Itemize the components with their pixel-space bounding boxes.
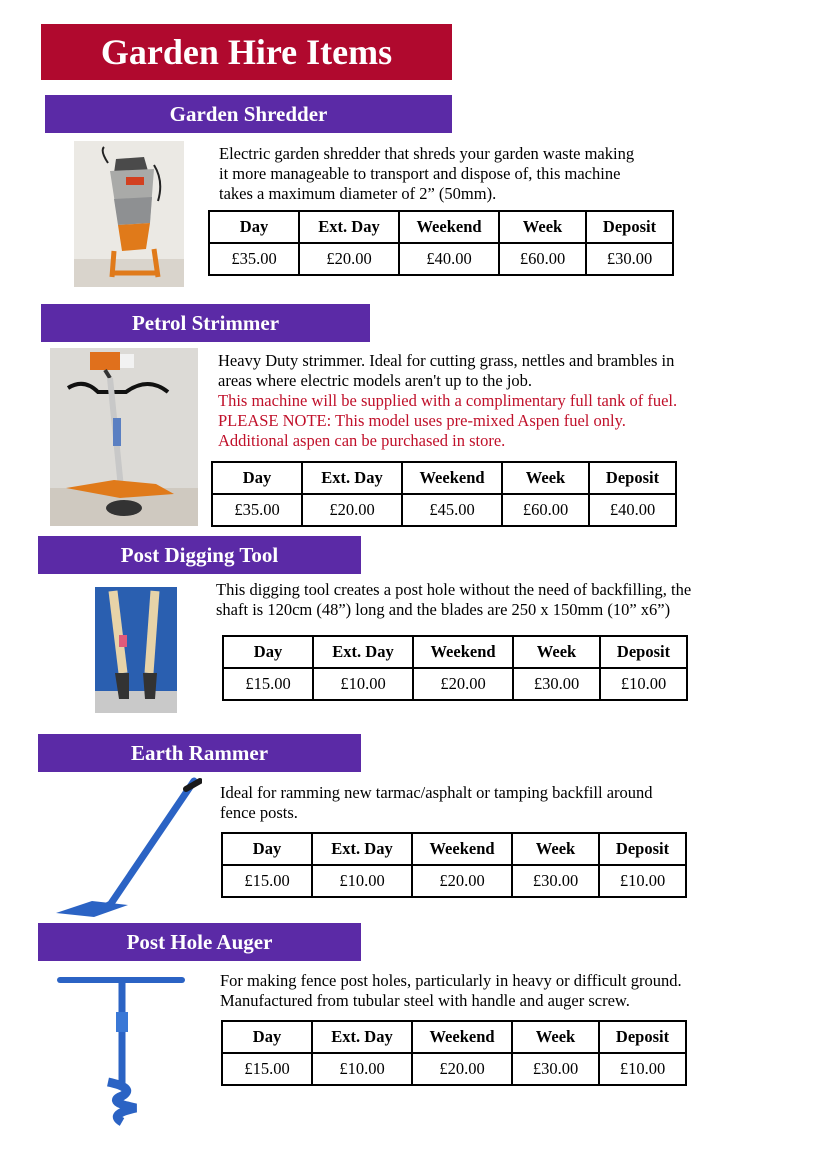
price-deposit: £10.00 [600,668,687,700]
garden-shredder-description [219,144,634,204]
price-day: £35.00 [212,494,302,526]
price-day: £15.00 [223,668,313,700]
col-header-week: Week [512,833,599,865]
col-header-ext-day: Ext. Day [302,462,402,494]
petrol-strimmer-price-table [211,461,677,527]
price-ext-day: £10.00 [312,1053,412,1085]
price-deposit: £10.00 [599,1053,686,1085]
section-heading-petrol-strimmer: Petrol Strimmer [41,304,370,342]
price-table-row [209,243,673,275]
garden-shredder-price-table [208,210,674,276]
col-header-deposit: Deposit [599,833,686,865]
col-header-day: Day [223,636,313,668]
price-day: £35.00 [209,243,299,275]
post-digging-tool-price-table [222,635,688,701]
price-ext-day: £20.00 [299,243,399,275]
section-heading-post-digging-tool: Post Digging Tool [38,536,361,574]
col-header-deposit: Deposit [599,1021,686,1053]
price-table-header-row [212,462,676,494]
garden-shredder-photo [74,141,184,287]
price-table-header-row [222,833,686,865]
section-heading-garden-shredder: Garden Shredder [45,95,452,133]
post-digging-tool-photo [95,587,177,713]
note-line: PLEASE NOTE: This model uses pre-mixed Aspen fuel only. [218,411,626,430]
post-hole-auger-description [220,971,682,1011]
col-header-ext-day: Ext. Day [313,636,413,668]
price-weekend: £20.00 [412,865,512,897]
earth-rammer-photo [52,777,202,920]
petrol-strimmer-photo [50,348,198,526]
description-line: it more manageable to transport and dispose of, this machine [219,164,621,183]
col-header-week: Week [512,1021,599,1053]
col-header-weekend: Weekend [402,462,502,494]
price-weekend: £20.00 [413,668,513,700]
description-line: Ideal for ramming new tarmac/asphalt or tamping backfill around [220,783,653,802]
price-table-row [212,494,676,526]
price-week: £30.00 [512,865,599,897]
price-ext-day: £10.00 [312,865,412,897]
post-digging-tool-description [216,580,691,620]
price-weekend: £40.00 [399,243,499,275]
description-line: shaft is 120cm (48”) long and the blades are 250 x 150mm (10” x6”) [216,600,671,619]
description-line: fence posts. [220,803,298,822]
col-header-ext-day: Ext. Day [312,1021,412,1053]
col-header-day: Day [222,833,312,865]
col-header-weekend: Weekend [412,833,512,865]
price-table-header-row [209,211,673,243]
note-line: Additional aspen can be purchased in store. [218,431,506,450]
description-line: Electric garden shredder that shreds your garden waste making [219,144,635,163]
description-line: takes a maximum diameter of 2” (50mm). [219,184,497,203]
price-week: £60.00 [499,243,586,275]
col-header-ext-day: Ext. Day [312,833,412,865]
price-table-header-row [222,1021,686,1053]
col-header-day: Day [222,1021,312,1053]
price-deposit: £30.00 [586,243,673,275]
price-deposit: £10.00 [599,865,686,897]
description-line: Heavy Duty strimmer. Ideal for cutting grass, nettles and brambles in [218,351,675,370]
col-header-weekend: Weekend [399,211,499,243]
price-table-header-row [223,636,687,668]
col-header-week: Week [499,211,586,243]
col-header-weekend: Weekend [413,636,513,668]
price-ext-day: £20.00 [302,494,402,526]
price-table-row [222,1053,686,1085]
description-line: Manufactured from tubular steel with handle and auger screw. [220,991,630,1010]
col-header-weekend: Weekend [412,1021,512,1053]
col-header-ext-day: Ext. Day [299,211,399,243]
description-line: This digging tool creates a post hole without the need of backfilling, the [216,580,692,599]
post-hole-auger-price-table [221,1020,687,1086]
col-header-week: Week [513,636,600,668]
price-table-row [222,865,686,897]
earth-rammer-description [220,783,653,823]
col-header-week: Week [502,462,589,494]
col-header-deposit: Deposit [589,462,676,494]
price-week: £30.00 [512,1053,599,1085]
price-weekend: £45.00 [402,494,502,526]
price-day: £15.00 [222,865,312,897]
price-weekend: £20.00 [412,1053,512,1085]
note-line: This machine will be supplied with a complimentary full tank of fuel. [218,391,678,410]
price-week: £30.00 [513,668,600,700]
price-ext-day: £10.00 [313,668,413,700]
post-hole-auger-photo [56,972,186,1130]
col-header-deposit: Deposit [586,211,673,243]
price-week: £60.00 [502,494,589,526]
price-deposit: £40.00 [589,494,676,526]
description-line: For making fence post holes, particularly in heavy or difficult ground. [220,971,682,990]
section-heading-post-hole-auger: Post Hole Auger [38,923,361,961]
section-heading-earth-rammer: Earth Rammer [38,734,361,772]
earth-rammer-price-table [221,832,687,898]
col-header-deposit: Deposit [600,636,687,668]
price-table-row [223,668,687,700]
page-title: Garden Hire Items [41,24,452,80]
description-line: areas where electric models aren't up to the job. [218,371,533,390]
col-header-day: Day [212,462,302,494]
petrol-strimmer-description [218,351,677,451]
col-header-day: Day [209,211,299,243]
price-day: £15.00 [222,1053,312,1085]
